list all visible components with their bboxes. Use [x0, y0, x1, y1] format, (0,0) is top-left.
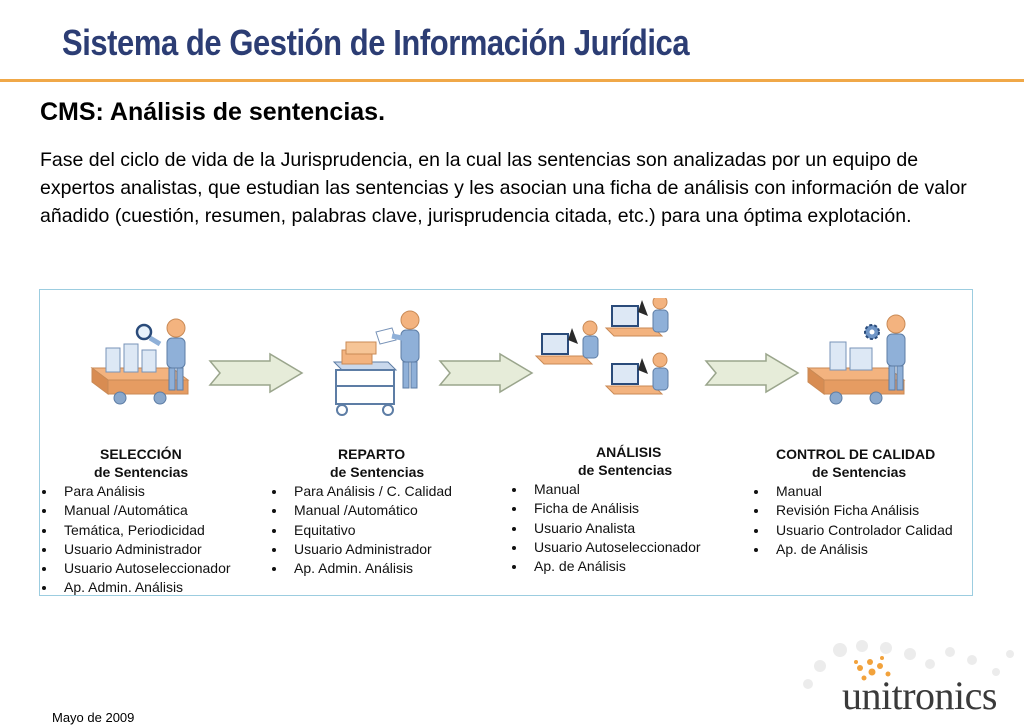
stage-title — [776, 445, 966, 481]
stage-title-line2: de Sentencias — [812, 464, 907, 480]
list-item: Manual — [752, 482, 953, 501]
list-item: Para Análisis / C. Calidad — [270, 482, 452, 501]
stage-reparto — [268, 290, 478, 595]
title-divider — [0, 79, 1024, 82]
description-paragraph: Fase del ciclo de vida de la Jurisprudencia, en la cual las sentencias son analizadas por un equipo de expertos analistas, que estudian las sentencias y les asocian una ficha de análisis con información de valor añadido (cuestión, resumen, palabras clave, jurisprudencia citada, etc.) para una óptima explotación. — [40, 149, 967, 227]
worker-magnifier-conveyor-icon — [40, 298, 220, 418]
stage-control-calidad — [750, 290, 972, 595]
stage-title-line1: REPARTO — [338, 446, 406, 462]
list-item: Ap. Admin. Análisis — [270, 559, 452, 578]
list-item: Ficha de Análisis — [510, 499, 701, 518]
list-item: Usuario Analista — [510, 519, 701, 538]
list-item: Manual — [510, 480, 701, 499]
list-item: Ap. de Análisis — [510, 557, 701, 576]
list-item: Manual /Automática — [40, 501, 231, 520]
list-item: Equitativo — [270, 521, 452, 540]
stage-title-line1: ANÁLISIS — [596, 444, 662, 460]
list-item: Ap. de Análisis — [752, 540, 953, 559]
list-item: Usuario Administrador — [40, 540, 231, 559]
list-item: Usuario Controlador Calidad — [752, 521, 953, 540]
list-item: Usuario Administrador — [270, 540, 452, 559]
stage-title — [68, 445, 300, 481]
stage-items — [270, 482, 452, 578]
unitronics-logo — [800, 640, 1024, 728]
stage-items — [40, 482, 231, 596]
stage-title — [308, 445, 478, 481]
list-item: Usuario Autoseleccionador — [510, 538, 701, 557]
stage-title-line1: CONTROL DE CALIDAD — [776, 446, 936, 462]
section-subtitle: CMS: Análisis de sentencias. — [40, 98, 386, 126]
worker-gear-conveyor-icon — [750, 298, 950, 418]
stage-title-line2: de Sentencias — [94, 464, 189, 480]
stage-items — [752, 482, 953, 559]
process-diagram — [39, 289, 973, 596]
list-item: Para Análisis — [40, 482, 231, 501]
slide-title: Sistema de Gestión de Información Jurídica — [62, 22, 690, 63]
stage-analisis — [506, 290, 736, 595]
analysts-microscope-computers-icon — [506, 298, 726, 428]
stage-title-line2: de Sentencias — [578, 462, 673, 478]
footer-date: Mayo de 2009 — [52, 710, 135, 725]
stage-items — [510, 480, 701, 576]
list-item: Revisión Ficha Análisis — [752, 501, 953, 520]
stage-seleccion — [40, 290, 240, 595]
list-item: Ap. Admin. Análisis — [40, 578, 231, 596]
list-item: Temática, Periodicidad — [40, 521, 231, 540]
list-item: Manual /Automático — [270, 501, 452, 520]
stage-title-line2: de Sentencias — [330, 464, 425, 480]
stage-title — [576, 443, 726, 479]
list-item: Usuario Autoseleccionador — [40, 559, 231, 578]
stage-title-line1: SELECCIÓN — [100, 446, 182, 462]
logo-wordmark: unitronics — [842, 673, 997, 718]
